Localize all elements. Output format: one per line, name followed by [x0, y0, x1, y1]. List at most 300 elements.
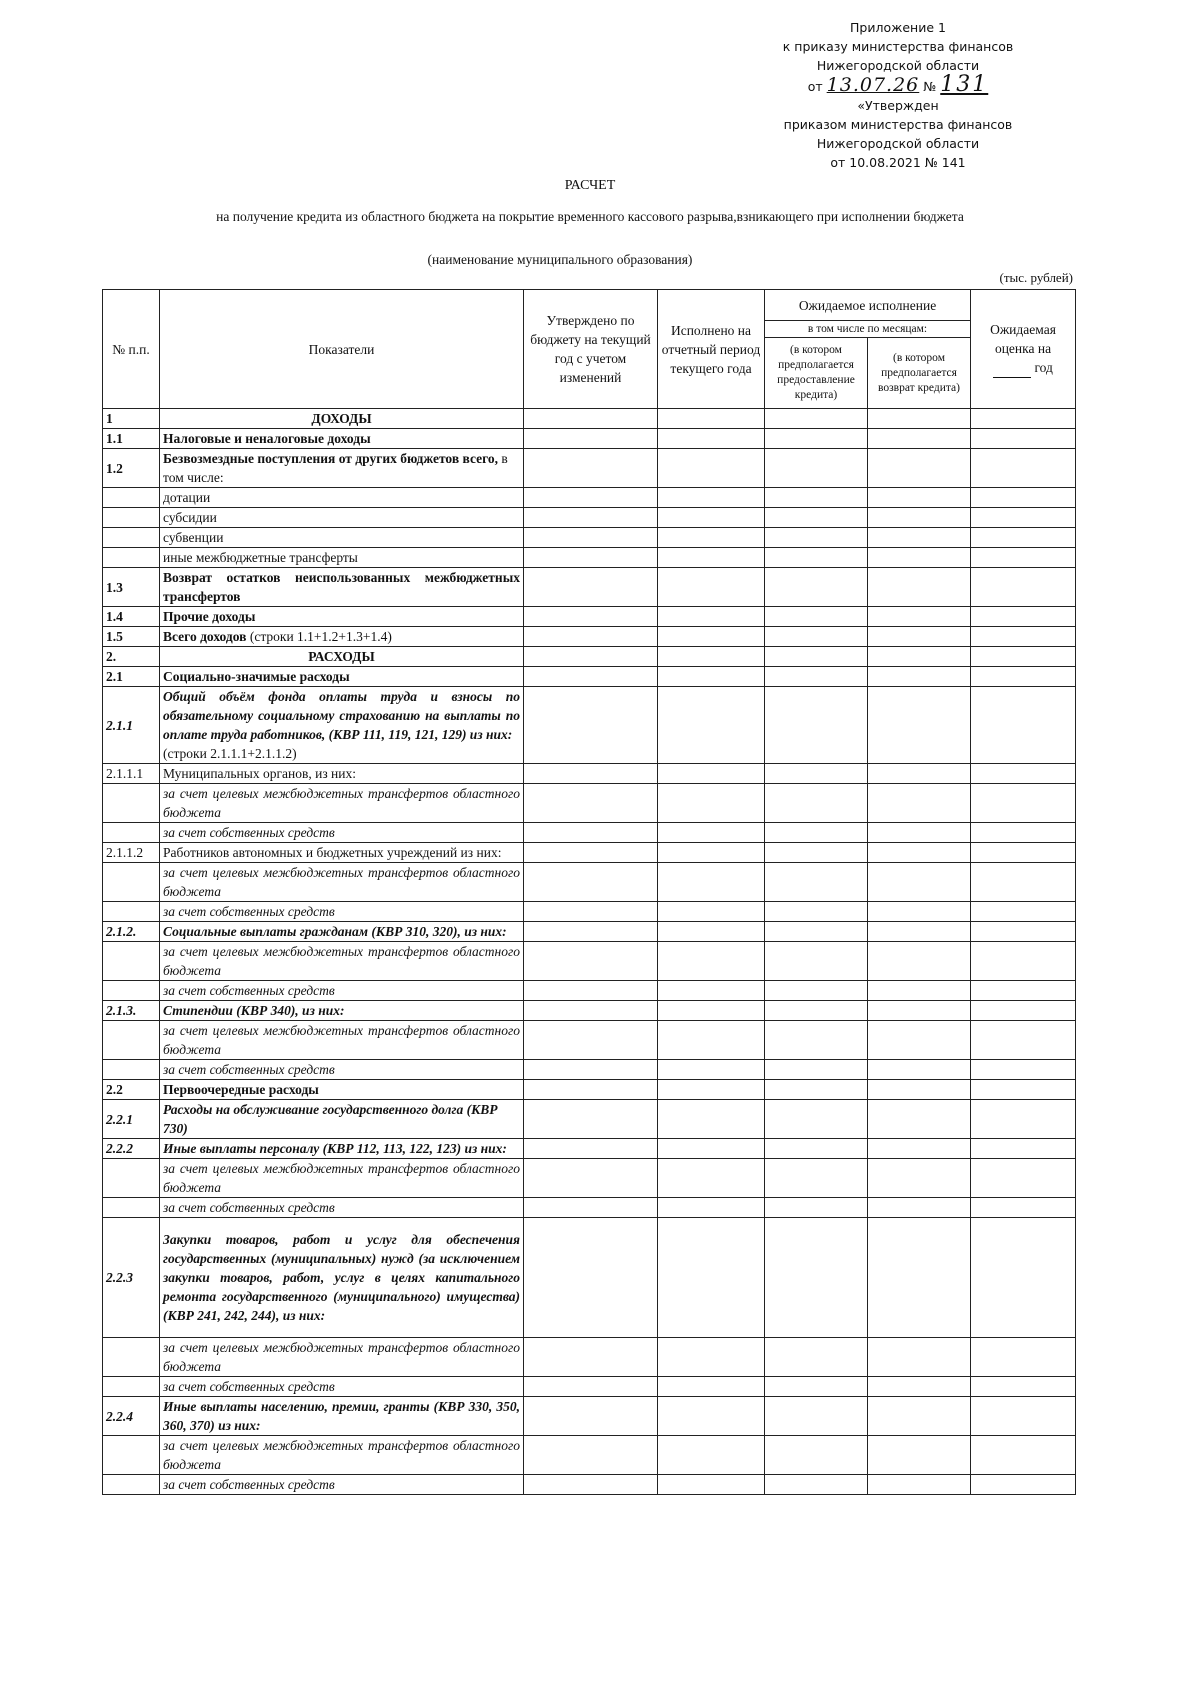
value-cell: [524, 1475, 658, 1495]
table-row: [103, 1060, 1076, 1080]
indicator-text: за счет целевых межбюджетных трансфертов областного бюджета: [163, 1023, 520, 1057]
row-indicator: [160, 548, 524, 568]
value-cell: [971, 1080, 1076, 1100]
value-cell: [971, 1100, 1076, 1139]
value-cell: [658, 687, 765, 764]
row-number: [103, 1475, 160, 1495]
value-cell: [971, 548, 1076, 568]
indicator-text: дотации: [163, 490, 211, 505]
header-expected: Ожидаемое исполнение: [765, 290, 971, 321]
indicator-text: Общий объём фонда оплаты труда и взносы по обязательному социальному страхованию на выплаты по оплате труда работников, (КВР 111, 119, 121, 129) из них:: [163, 689, 520, 742]
row-indicator: [160, 449, 524, 488]
row-number: [103, 1021, 160, 1060]
units-label: (тыс. рублей): [999, 270, 1073, 285]
document-subtitle: на получение кредита из областного бюджета на покрытие временного кассового разрыва,взникающего при исполнении бюджета: [216, 209, 964, 224]
value-cell: [971, 902, 1076, 922]
value-cell: [658, 1218, 765, 1338]
value-cell: [765, 568, 868, 607]
value-cell: [524, 508, 658, 528]
value-cell: [765, 784, 868, 823]
value-cell: [971, 568, 1076, 607]
row-indicator: [160, 1001, 524, 1021]
value-cell: [524, 1436, 658, 1475]
value-cell: [868, 607, 971, 627]
indicator-text: ДОХОДЫ: [311, 411, 372, 426]
indicator-text: Иные выплаты населению, премии, гранты (КВР 330, 350, 360, 370) из них:: [163, 1399, 520, 1433]
indicator-text: Социально-значимые расходы: [163, 669, 350, 684]
value-cell: [765, 902, 868, 922]
header-indicators: Показатели: [160, 290, 524, 409]
row-indicator: [160, 764, 524, 784]
row-indicator: [160, 1218, 524, 1338]
row-indicator: [160, 647, 524, 667]
indicator-text: Муниципальных органов, из них:: [163, 766, 356, 781]
value-cell: [765, 922, 868, 942]
value-cell: [868, 902, 971, 922]
appendix-line3: Нижегородской области: [816, 58, 980, 73]
value-cell: [765, 1377, 868, 1397]
value-cell: [765, 687, 868, 764]
header-by-months: в том числе по месяцам:: [765, 321, 971, 338]
value-cell: [971, 1060, 1076, 1080]
value-cell: [868, 528, 971, 548]
value-cell: [524, 627, 658, 647]
value-cell: [658, 764, 765, 784]
calculation-table: [102, 289, 1076, 1495]
value-cell: [868, 568, 971, 607]
row-number: 1.2: [103, 449, 160, 488]
value-cell: [658, 1377, 765, 1397]
indicator-text: Налоговые и неналоговые доходы: [163, 431, 371, 446]
value-cell: [868, 1218, 971, 1338]
header-approved: Утверждено по бюджету на текущий год с учетом изменений: [524, 290, 658, 409]
value-cell: [868, 922, 971, 942]
value-cell: [765, 1001, 868, 1021]
value-cell: [868, 1436, 971, 1475]
indicator-text: за счет собственных средств: [163, 904, 335, 919]
value-cell: [658, 607, 765, 627]
value-cell: [524, 922, 658, 942]
table-row: [103, 1475, 1076, 1495]
value-cell: [658, 508, 765, 528]
table-row: [103, 647, 1076, 667]
value-cell: [971, 409, 1076, 429]
value-cell: [971, 528, 1076, 548]
value-cell: [658, 902, 765, 922]
table-row: [103, 1218, 1076, 1338]
value-cell: [658, 843, 765, 863]
value-cell: [868, 548, 971, 568]
table-row: [103, 1080, 1076, 1100]
value-cell: [868, 1001, 971, 1021]
value-cell: [658, 548, 765, 568]
value-cell: [524, 667, 658, 687]
row-indicator: [160, 1397, 524, 1436]
indicator-note: (строки 2.1.1.1+2.1.1.2): [163, 746, 297, 761]
value-cell: [524, 764, 658, 784]
value-cell: [868, 942, 971, 981]
row-indicator: [160, 922, 524, 942]
value-cell: [971, 647, 1076, 667]
row-indicator: [160, 508, 524, 528]
row-number: 2.: [103, 647, 160, 667]
indicator-text: за счет собственных средств: [163, 1477, 335, 1492]
indicator-text: Стипендии (КВР 340), из них:: [163, 1003, 345, 1018]
table-row: [103, 1198, 1076, 1218]
row-number: 2.1: [103, 667, 160, 687]
row-indicator: [160, 823, 524, 843]
table-row: [103, 922, 1076, 942]
row-number: 2.2.4: [103, 1397, 160, 1436]
header-num: № п.п.: [103, 290, 160, 409]
value-cell: [765, 548, 868, 568]
table-row: [103, 667, 1076, 687]
value-cell: [658, 981, 765, 1001]
value-cell: [658, 1338, 765, 1377]
row-number: 2.1.1: [103, 687, 160, 764]
value-cell: [524, 488, 658, 508]
value-cell: [868, 1060, 971, 1080]
row-indicator: [160, 667, 524, 687]
value-cell: [765, 981, 868, 1001]
row-indicator: [160, 687, 524, 764]
value-cell: [658, 1080, 765, 1100]
value-cell: [971, 1021, 1076, 1060]
value-cell: [868, 1377, 971, 1397]
value-cell: [868, 784, 971, 823]
value-cell: [765, 764, 868, 784]
value-cell: [868, 843, 971, 863]
value-cell: [658, 1021, 765, 1060]
value-cell: [971, 667, 1076, 687]
indicator-text: за счет целевых межбюджетных трансфертов областного бюджета: [163, 1161, 520, 1195]
value-cell: [524, 1021, 658, 1060]
header-estimate: [971, 290, 1076, 409]
handwritten-number: 131: [940, 72, 989, 97]
row-number: 2.2.1: [103, 1100, 160, 1139]
appendix-line1: Приложение 1: [850, 20, 946, 35]
row-number: [103, 548, 160, 568]
value-cell: [971, 1139, 1076, 1159]
row-indicator: [160, 1021, 524, 1060]
value-cell: [971, 687, 1076, 764]
row-number: [103, 902, 160, 922]
approved-line2: приказом министерства финансов: [783, 117, 1013, 132]
indicator-text: за счет собственных средств: [163, 983, 335, 998]
value-cell: [658, 667, 765, 687]
value-cell: [524, 1060, 658, 1080]
indicator-text: за счет собственных средств: [163, 1062, 335, 1077]
value-cell: [658, 627, 765, 647]
row-number: 2.1.2.: [103, 922, 160, 942]
value-cell: [868, 1100, 971, 1139]
table-row: [103, 429, 1076, 449]
table-row: [103, 1377, 1076, 1397]
row-number: 2.2.2: [103, 1139, 160, 1159]
appendix-block: [768, 18, 1028, 172]
value-cell: [971, 823, 1076, 843]
indicator-text: РАСХОДЫ: [308, 649, 375, 664]
table-row: [103, 1139, 1076, 1159]
value-cell: [658, 488, 765, 508]
row-number: 1.5: [103, 627, 160, 647]
table-row: [103, 528, 1076, 548]
row-indicator: [160, 1139, 524, 1159]
value-cell: [524, 1198, 658, 1218]
value-cell: [658, 1139, 765, 1159]
value-cell: [658, 429, 765, 449]
header-row: [103, 290, 1076, 321]
value-cell: [868, 1475, 971, 1495]
value-cell: [658, 1397, 765, 1436]
document-title: РАСЧЕТ: [564, 178, 616, 193]
table-row: [103, 1159, 1076, 1198]
row-indicator: [160, 1060, 524, 1080]
header-month-return: (в котором предполагается возврат кредита): [868, 338, 971, 409]
year-blank: [993, 358, 1031, 378]
table-row: [103, 607, 1076, 627]
value-cell: [971, 429, 1076, 449]
approved-line3: Нижегородской области: [816, 136, 980, 151]
value-cell: [868, 863, 971, 902]
row-indicator: [160, 1198, 524, 1218]
table-row: [103, 1001, 1076, 1021]
row-number: 1: [103, 409, 160, 429]
table-row: [103, 902, 1076, 922]
value-cell: [868, 429, 971, 449]
header-month-credit: (в котором предполагается предоставление кредита): [765, 338, 868, 409]
value-cell: [765, 863, 868, 902]
value-cell: [524, 1139, 658, 1159]
value-cell: [658, 449, 765, 488]
row-indicator: [160, 784, 524, 823]
value-cell: [765, 1080, 868, 1100]
value-cell: [765, 1100, 868, 1139]
value-cell: [524, 1080, 658, 1100]
value-cell: [971, 627, 1076, 647]
value-cell: [765, 528, 868, 548]
value-cell: [658, 922, 765, 942]
table-row: [103, 784, 1076, 823]
value-cell: [524, 863, 658, 902]
value-cell: [658, 528, 765, 548]
row-number: [103, 942, 160, 981]
value-cell: [971, 508, 1076, 528]
value-cell: [971, 1475, 1076, 1495]
value-cell: [868, 1397, 971, 1436]
row-indicator: [160, 863, 524, 902]
row-number: [103, 1338, 160, 1377]
value-cell: [971, 488, 1076, 508]
row-number: [103, 1377, 160, 1397]
indicator-text: за счет целевых межбюджетных трансфертов областного бюджета: [163, 786, 520, 820]
table-row: [103, 764, 1076, 784]
value-cell: [524, 981, 658, 1001]
value-cell: [658, 784, 765, 823]
indicator-text: Работников автономных и бюджетных учреждений из них:: [163, 845, 502, 860]
row-number: [103, 1436, 160, 1475]
row-number: 2.1.1.2: [103, 843, 160, 863]
row-indicator: [160, 1338, 524, 1377]
indicator-note: в том числе:: [163, 451, 508, 485]
row-number: [103, 528, 160, 548]
value-cell: [524, 687, 658, 764]
approved-line1: «Утвержден: [857, 98, 939, 113]
table-row: [103, 1021, 1076, 1060]
value-cell: [765, 1021, 868, 1060]
value-cell: [658, 1100, 765, 1139]
row-number: [103, 1159, 160, 1198]
row-indicator: [160, 607, 524, 627]
value-cell: [971, 1001, 1076, 1021]
header-executed: Исполнено на отчетный период текущего года: [658, 290, 765, 409]
value-cell: [658, 1198, 765, 1218]
value-cell: [971, 922, 1076, 942]
row-indicator: [160, 1436, 524, 1475]
value-cell: [868, 488, 971, 508]
value-cell: [971, 1397, 1076, 1436]
indicator-text: Расходы на обслуживание государственного долга (КВР 730): [163, 1102, 498, 1136]
indicator-text: Всего доходов: [163, 629, 247, 644]
value-cell: [524, 843, 658, 863]
row-number: [103, 1060, 160, 1080]
table-row: [103, 548, 1076, 568]
value-cell: [868, 1338, 971, 1377]
value-cell: [658, 942, 765, 981]
value-cell: [765, 1475, 868, 1495]
value-cell: [868, 627, 971, 647]
indicator-text: за счет целевых межбюджетных трансфертов областного бюджета: [163, 1340, 520, 1374]
indicator-text: Возврат остатков неиспользованных межбюджетных трансфертов: [163, 570, 520, 604]
value-cell: [524, 902, 658, 922]
value-cell: [658, 823, 765, 843]
table-row: [103, 1397, 1076, 1436]
indicator-text: за счет собственных средств: [163, 1200, 335, 1215]
indicator-text: за счет целевых межбюджетных трансфертов областного бюджета: [163, 944, 520, 978]
value-cell: [868, 1159, 971, 1198]
value-cell: [524, 409, 658, 429]
row-indicator: [160, 843, 524, 863]
estimate-label: Ожидаемая оценка на: [990, 322, 1056, 356]
value-cell: [971, 942, 1076, 981]
row-number: 2.1.3.: [103, 1001, 160, 1021]
row-indicator: [160, 942, 524, 981]
value-cell: [524, 568, 658, 607]
table-row: [103, 843, 1076, 863]
value-cell: [524, 1338, 658, 1377]
value-cell: [524, 1218, 658, 1338]
value-cell: [971, 607, 1076, 627]
row-number: [103, 488, 160, 508]
value-cell: [524, 1397, 658, 1436]
indicator-text: за счет целевых межбюджетных трансфертов областного бюджета: [163, 865, 520, 899]
value-cell: [971, 784, 1076, 823]
value-cell: [524, 1001, 658, 1021]
indicator-text: Социальные выплаты гражданам (КВР 310, 320), из них:: [163, 924, 507, 939]
indicator-text: Первоочередные расходы: [163, 1082, 319, 1097]
value-cell: [765, 508, 868, 528]
value-cell: [658, 409, 765, 429]
value-cell: [971, 863, 1076, 902]
table-row: [103, 568, 1076, 607]
value-cell: [658, 1436, 765, 1475]
row-indicator: [160, 627, 524, 647]
table-row: [103, 627, 1076, 647]
row-indicator: [160, 981, 524, 1001]
value-cell: [765, 843, 868, 863]
value-cell: [868, 823, 971, 843]
handwritten-date: 13.07.26: [826, 74, 920, 96]
value-cell: [971, 1218, 1076, 1338]
row-number: [103, 863, 160, 902]
row-number: [103, 784, 160, 823]
row-indicator: [160, 1100, 524, 1139]
row-indicator: [160, 568, 524, 607]
value-cell: [868, 508, 971, 528]
table-row: [103, 942, 1076, 981]
row-number: [103, 508, 160, 528]
value-cell: [524, 647, 658, 667]
value-cell: [524, 1159, 658, 1198]
value-cell: [658, 568, 765, 607]
value-cell: [524, 823, 658, 843]
value-cell: [868, 667, 971, 687]
row-number: 1.1: [103, 429, 160, 449]
value-cell: [971, 764, 1076, 784]
value-cell: [765, 1397, 868, 1436]
value-cell: [971, 1377, 1076, 1397]
value-cell: [868, 1021, 971, 1060]
indicator-text: Прочие доходы: [163, 609, 256, 624]
value-cell: [971, 449, 1076, 488]
value-cell: [971, 1436, 1076, 1475]
value-cell: [524, 1377, 658, 1397]
table-row: [103, 1338, 1076, 1377]
row-number: [103, 981, 160, 1001]
approved-line4: от 10.08.2021 № 141: [830, 155, 966, 170]
indicator-text: Закупки товаров, работ и услуг для обеспечения государственных (муниципальных) нужд (за исключением закупки товаров, работ, услуг в целях капитального ремонта государственного (муниципального) имущества) (КВР 241, 242, 244), из них:: [163, 1232, 520, 1323]
value-cell: [524, 548, 658, 568]
value-cell: [868, 409, 971, 429]
table-row: [103, 488, 1076, 508]
value-cell: [658, 647, 765, 667]
row-number: 2.2.3: [103, 1218, 160, 1338]
value-cell: [658, 1159, 765, 1198]
row-indicator: [160, 1080, 524, 1100]
table-row: [103, 1100, 1076, 1139]
value-cell: [971, 981, 1076, 1001]
value-cell: [765, 607, 868, 627]
estimate-year-label: год: [1034, 360, 1053, 375]
indicator-text: Иные выплаты персоналу (КВР 112, 113, 122, 123) из них:: [163, 1141, 507, 1156]
table-row: [103, 449, 1076, 488]
indicator-text: субсидии: [163, 510, 217, 525]
value-cell: [524, 429, 658, 449]
indicator-text: иные межбюджетные трансферты: [163, 550, 358, 565]
indicator-text: за счет собственных средств: [163, 825, 335, 840]
value-cell: [658, 863, 765, 902]
value-cell: [524, 449, 658, 488]
row-number: [103, 823, 160, 843]
value-cell: [971, 1338, 1076, 1377]
table-row: [103, 508, 1076, 528]
table-row: [103, 863, 1076, 902]
value-cell: [868, 449, 971, 488]
value-cell: [765, 647, 868, 667]
row-indicator: [160, 409, 524, 429]
municipality-caption: (наименование муниципального образования): [427, 252, 693, 267]
value-cell: [868, 687, 971, 764]
